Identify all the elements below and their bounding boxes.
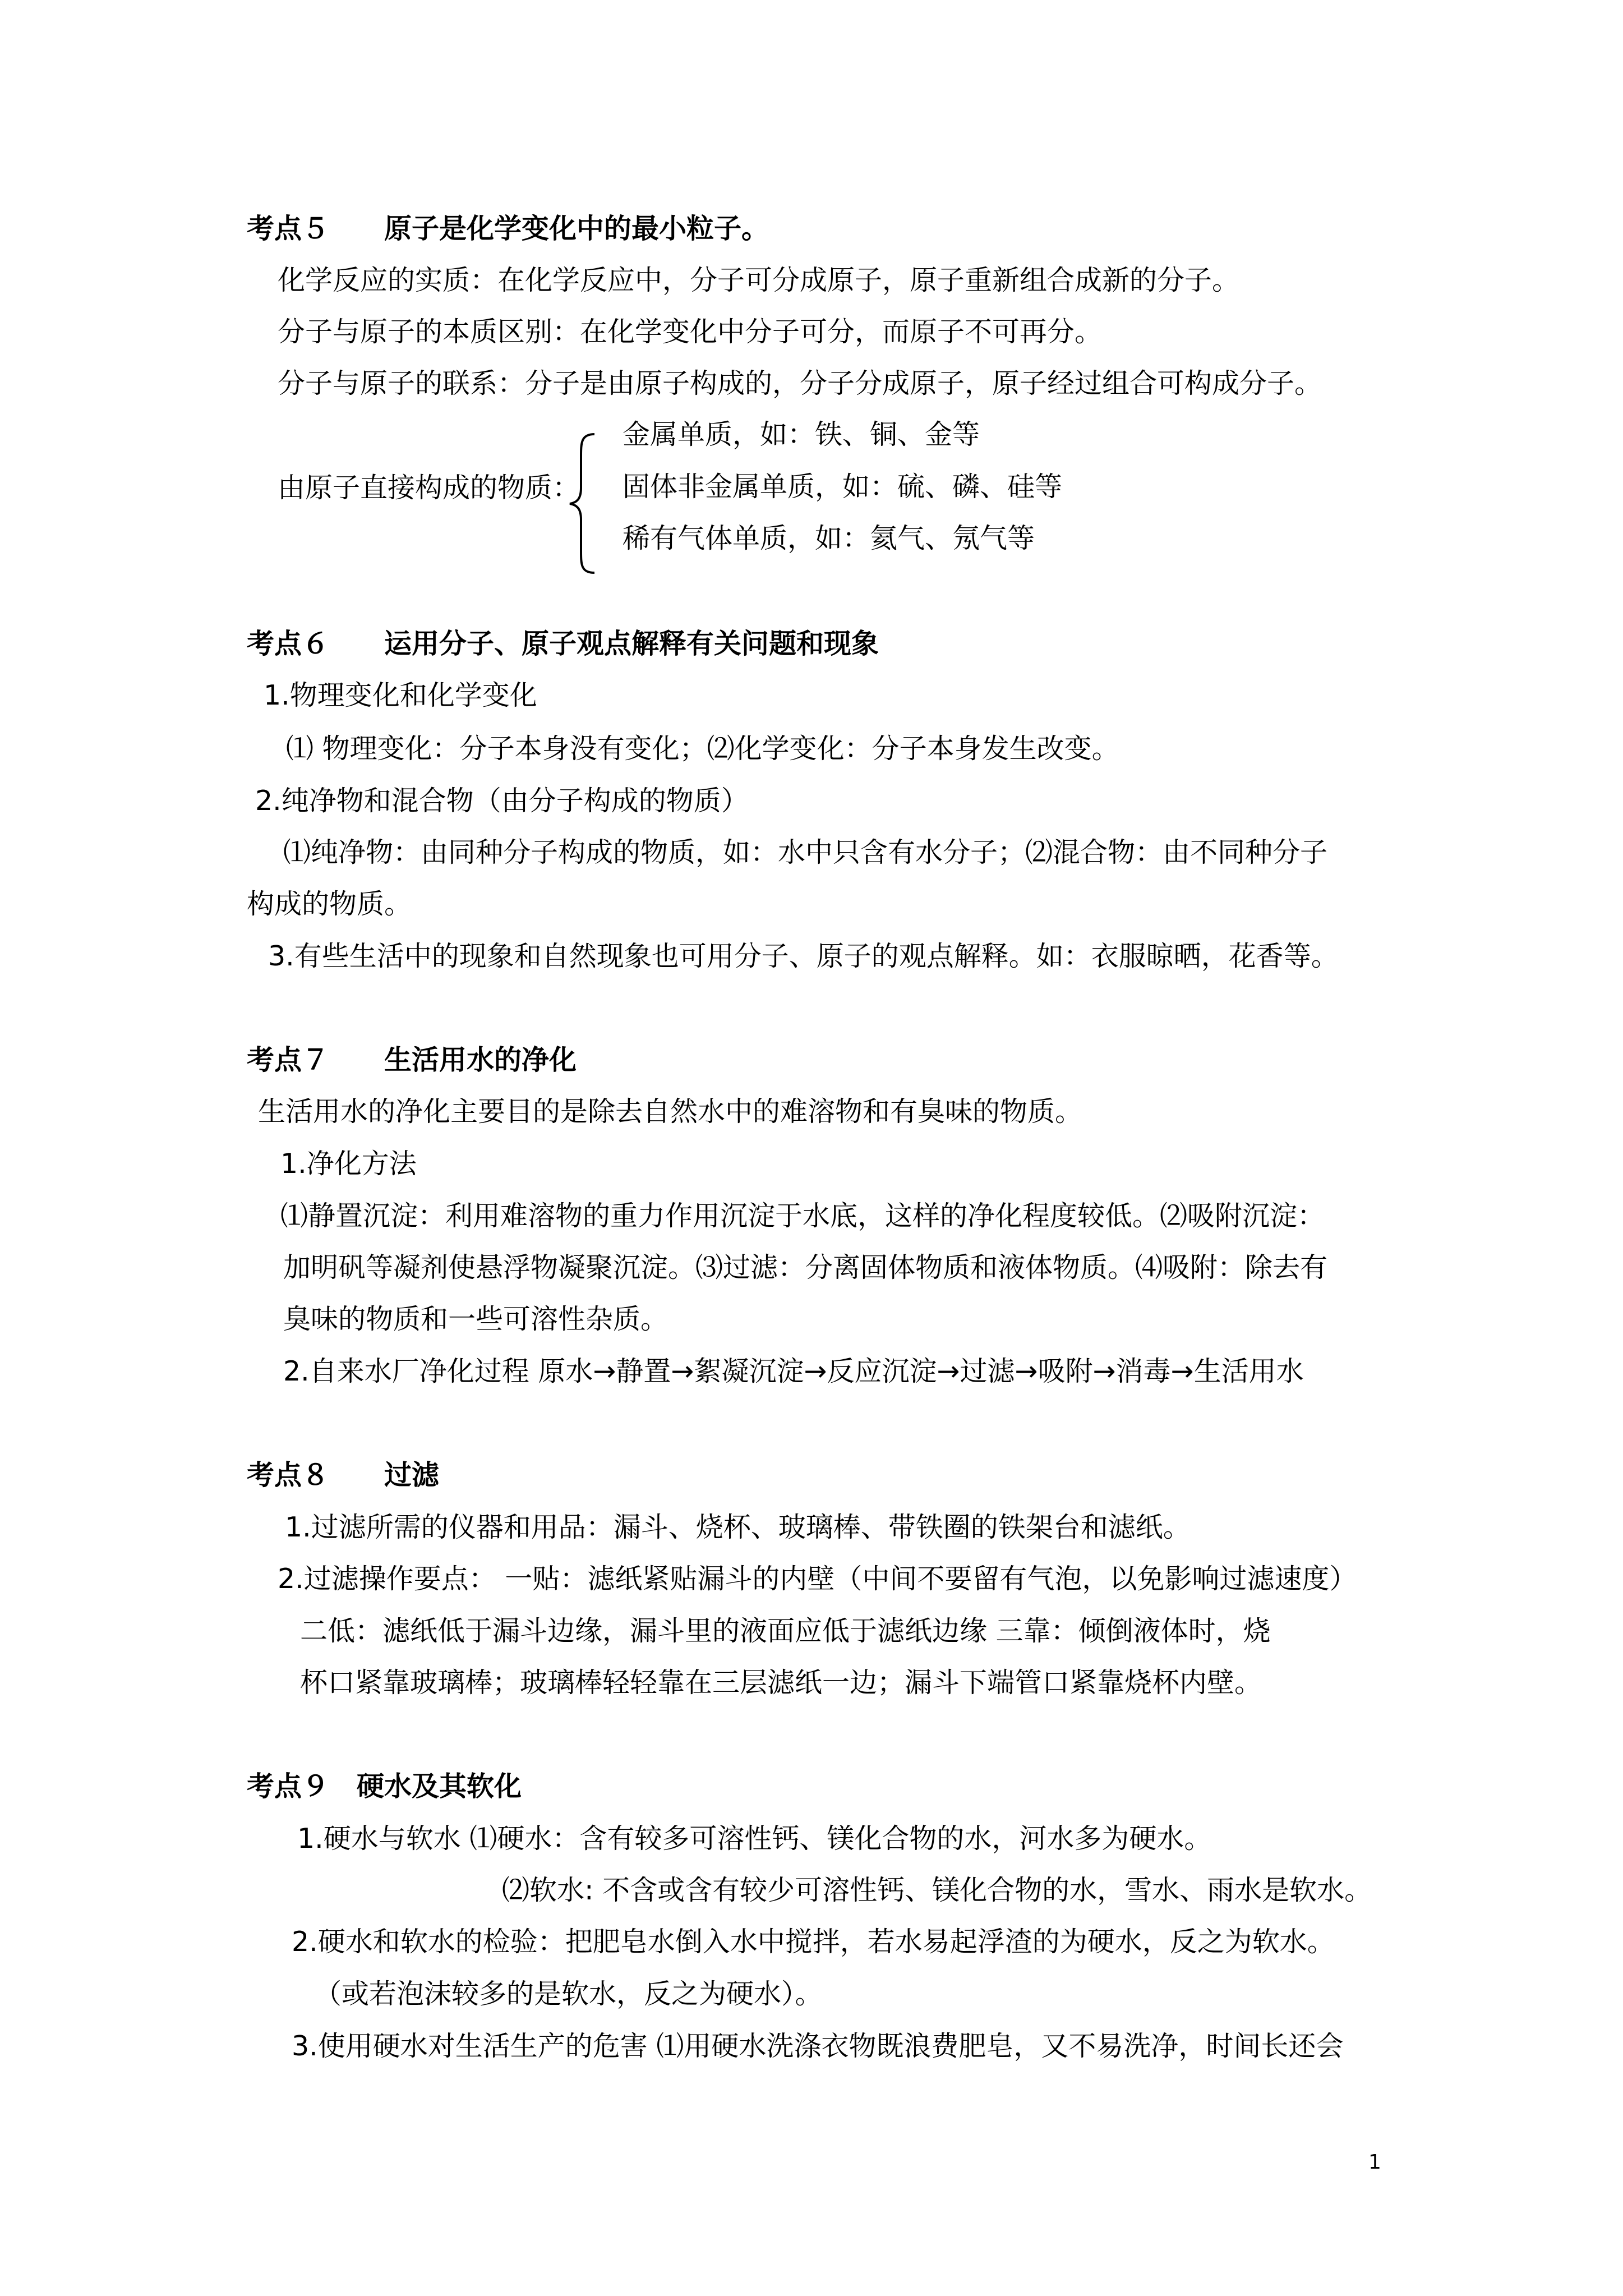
section-6-line-6: 3.有些生活中的现象和自然现象也可用分子、原子的观点解释。如：衣服晾晒，花香等。 [268,940,1339,972]
section-8-line-4: 杯口紧靠玻璃棒；玻璃棒轻轻靠在三层滤纸一边；漏斗下端管口紧靠烧杯内壁。 [300,1667,1262,1699]
section-9-line-3: 2.硬水和软水的检验：把肥皂水倒入水中搅拌，若水易起浮渣的为硬水，反之为软水。 [292,1926,1335,1958]
section-9-line-5: 3.使用硬水对生活生产的危害 ⑴用硬水洗涤衣物既浪费肥皂，又不易洗净，时间长还会 [292,2030,1344,2062]
section-6-line-4: ⑴纯净物：由同种分子构成的物质，如：水中只含有水分子；⑵混合物：由不同种分子 [283,836,1328,868]
section-7-line-6: 2.自来水厂净化过程 原水→静置→絮凝沉淀→反应沉淀→过滤→吸附→消毒→生活用水 [283,1355,1304,1387]
section-8-title: 考点８ 过滤 [247,1459,440,1491]
section-9-line-1: 1.硬水与软水 ⑴硬水：含有较多可溶性钙、镁化合物的水，河水多为硬水。 [297,1823,1212,1855]
section-8-line-2: 2.过滤操作要点： 一贴：滤纸紧贴漏斗的内壁（中间不要留有气泡，以免影响过滤速度） [278,1563,1357,1595]
curly-brace-icon [566,432,600,575]
section-9-title: 考点９ 硬水及其软化 [247,1770,522,1802]
brace-item-1: 金属单质，如：铁、铜、金等 [623,418,980,450]
section-5-title: 考点５ 原子是化学变化中的最小粒子。 [247,213,769,245]
page-number: 1 [1368,2151,1381,2174]
section-9-line-2: ⑵软水: 不含或含有较少可溶性钙、镁化合物的水，雪水、雨水是软水。 [502,1874,1372,1906]
section-8-line-3: 二低：滤纸低于漏斗边缘，漏斗里的液面应低于滤纸边缘 三靠：倾倒液体时，烧 [300,1615,1271,1647]
section-7-line-3: ⑴静置沉淀：利用难溶物的重力作用沉淀于水底，这样的净化程度较低。⑵吸附沉淀： [280,1200,1325,1232]
section-7-line-1: 生活用水的净化主要目的是除去自然水中的难溶物和有臭味的物质。 [258,1096,1083,1128]
section-7-line-5: 臭味的物质和一些可溶性杂质。 [283,1303,668,1335]
section-7-line-2: 1.净化方法 [280,1148,417,1180]
section-5-line-2: 分子与原子的本质区别：在化学变化中分子可分，而原子不可再分。 [278,316,1103,348]
brace-label: 由原子直接构成的物质： [278,472,580,504]
section-5-line-3: 分子与原子的联系：分子是由原子构成的，分子分成原子，原子经过组合可构成分子。 [278,367,1322,399]
section-6-line-5: 构成的物质。 [247,888,412,920]
section-5-line-1: 化学反应的实质：在化学反应中，分子可分成原子，原子重新组合成新的分子。 [278,264,1240,296]
section-6-line-2: ⑴ 物理变化：分子本身没有变化；⑵化学变化：分子本身发生改变。 [286,733,1119,765]
section-8-line-1: 1.过滤所需的仪器和用品：漏斗、烧杯、玻璃棒、带铁圈的铁架台和滤纸。 [285,1511,1191,1543]
section-7-line-4: 加明矾等凝剂使悬浮物凝聚沉淀。⑶过滤：分离固体物质和液体物质。⑷吸附：除去有 [283,1251,1328,1283]
brace-item-2: 固体非金属单质，如：硫、磷、硅等 [623,471,1063,503]
section-9-line-4: （或若泡沫较多的是软水，反之为硬水）。 [314,1978,823,2010]
section-6-title: 考点６ 运用分子、原子观点解释有关问题和现象 [247,628,879,660]
section-7-title: 考点７ 生活用水的净化 [247,1044,577,1076]
section-6-line-1: 1.物理变化和化学变化 [264,679,537,711]
section-6-line-3: 2.纯净物和混合物（由分子构成的物质） [255,785,749,817]
brace-item-3: 稀有气体单质，如：氦气、氖气等 [623,522,1035,554]
